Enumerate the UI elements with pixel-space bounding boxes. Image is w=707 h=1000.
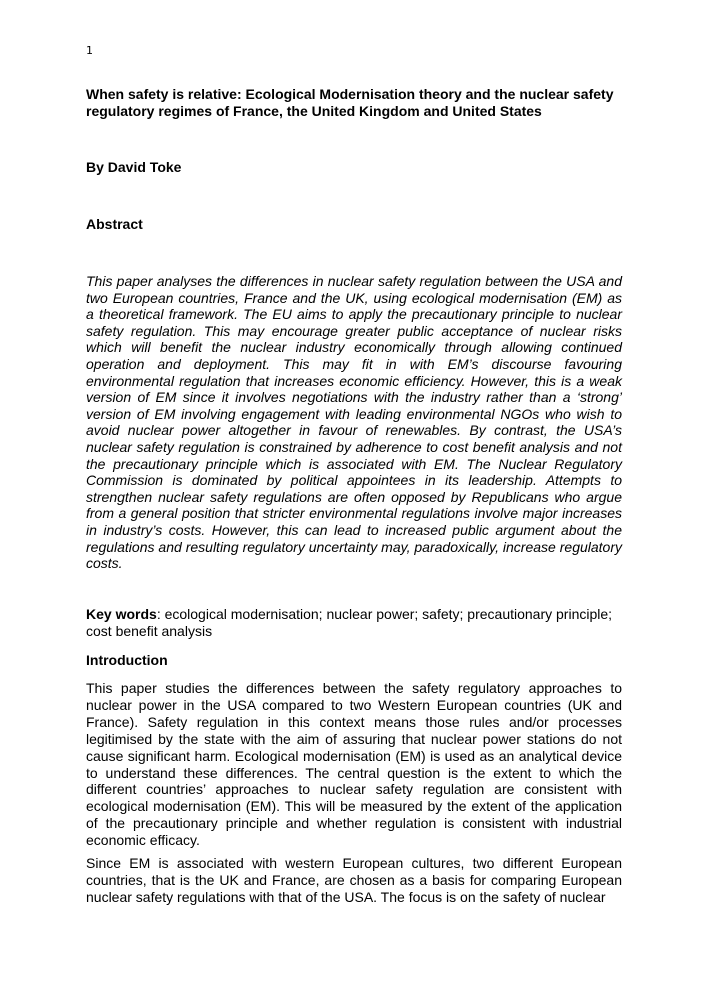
- introduction-paragraph-2: Since EM is associated with western European cultures, two different European countries, that is the UK and France, are chosen as a basis for comparing European nuclear safety regulations with that of the USA. The focus is on the safety of nuclear: [86, 855, 622, 905]
- keywords-text: : ecological modernisation; nuclear power; safety; precautionary principle; cost benefit analysis: [86, 606, 613, 639]
- introduction-paragraph-1: This paper studies the differences between the safety regulatory approaches to nuclear power in the USA compared to two Western European countries (UK and France). Safety regulation in this context means those rules and/or processes legitimised by the state with the aim of assuring that nuclear power stations do not cause significant harm. Ecological modernisation (EM) is used as an analytical device to understand these differences. The central question is the extent to which the different countries’ approaches to nuclear safety regulation are consistent with ecological modernisation (EM). This will be measured by the extent of the application of the precautionary principle and whether regulation is consistent with industrial economic efficacy.: [86, 680, 622, 849]
- paper-author: By David Toke: [86, 159, 182, 175]
- abstract-body: This paper analyses the differences in nuclear safety regulation between the USA and two European countries, France and the UK, using ecological modernisation (EM) as a theoretical framework. The EU aims to apply the precautionary principle to nuclear safety regulation. This may encourage greater public acceptance of nuclear risks which will benefit the nuclear industry economically through allowing continued operation and deployment. This may fit in with EM’s discourse favouring environmental regulation that increases economic efficiency. However, this is a weak version of EM since it involves negotiations with the industry rather than a ‘strong’ version of EM involving engagement with leading environmental NGOs who wish to avoid nuclear power altogether in favour of renewables. By contrast, the USA’s nuclear safety regulation is constrained by adherence to cost benefit analysis and not the precautionary principle which is associated with EM. The Nuclear Regulatory Commission is dominated by political appointees in its leadership. Attempts to strengthen nuclear safety regulations are often opposed by Republicans who argue from a general position that stricter environmental regulations involve major increases in industry’s costs. However, this can lead to increased public argument about the regulations and resulting regulatory uncertainty may, paradoxically, increase regulatory costs.: [86, 273, 622, 572]
- keywords: [86, 606, 622, 640]
- page-number: 1: [86, 44, 93, 57]
- paper-title: When safety is relative: Ecological Modernisation theory and the nuclear safety regulatory regimes of France, the United Kingdom and United States: [86, 86, 614, 119]
- paper-content: [86, 86, 622, 905]
- abstract-heading: Abstract: [86, 216, 143, 232]
- keywords-label: Key words: [86, 606, 157, 622]
- introduction-heading: Introduction: [86, 652, 168, 668]
